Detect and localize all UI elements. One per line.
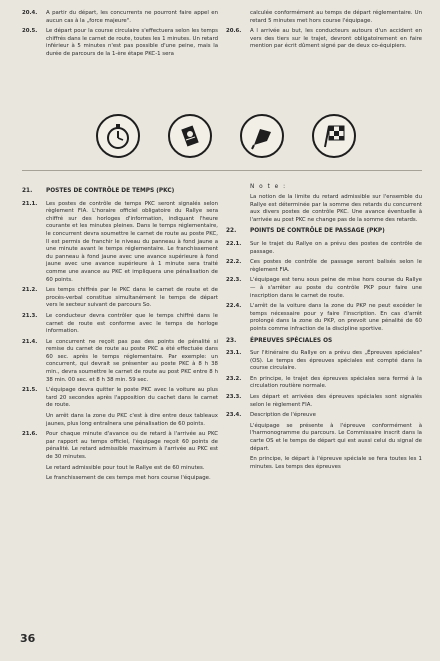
paragraph-number: 23.3. — [226, 394, 242, 401]
paragraph-number: 21.4. — [22, 338, 38, 345]
paragraph-number: 21.3. — [22, 312, 38, 319]
numbered-paragraph — [22, 387, 218, 410]
paragraph-number: 21.5. — [22, 387, 38, 394]
stopwatch-icon — [96, 114, 140, 158]
paragraph-text: Un arrêt dans la zone du PKC c'est à dire entre deux tableaux jaunes, plus long entraînera une pénalisation de 60 points. — [46, 413, 218, 427]
paragraph-text: L'arrêt de la voiture dans la zone du PKP ne peut excéder le temps nécessaire pour y faire l'inscription. En cas d'arrêt prolongé dans la zone du PKP, on prevoit une pénalité de 60 points comme infraction de la discipline sportive. — [250, 303, 422, 332]
paragraph-number: 21.6. — [22, 431, 38, 438]
section-number: 23. — [226, 337, 237, 344]
numbered-paragraph — [226, 241, 422, 256]
paragraph-number: 22.3. — [226, 277, 242, 284]
paragraph-text: En principe, le départ à l'épreuve spéciale se fera toutes les 1 minutes. Les temps des épreuves — [250, 456, 422, 470]
numbered-paragraph — [226, 28, 422, 51]
section-title: POINTS DE CONTRÔLE DE PASSAGE (PKP) — [250, 228, 385, 235]
right-column — [226, 184, 422, 474]
paragraph-text: Le concurrent ne reçoit pas pas des points de pénalité si remise du carnet de route au poste PKC a été effectuée dans 60 sec. après le temps réglementaire. Par exemple: un concurrent, qui devrait se présenter au poste PKC à 8 h 38 min., devra soumettre le carnet de route au post PKC entre 8 h 38 min. 00 sec. et 8 h 38 min. 59 sec. — [46, 338, 218, 383]
paragraph-text: Sur l'itinéraire du Rallye on a prévu des „Épreuves spéciales" (OS). Le temps des épreuves spéciales est compté dans la course circulaire. — [250, 350, 422, 372]
section-number: 21. — [22, 188, 33, 194]
paragraph-text: En principe, le trajet des épreuves spéciales sera fermé à la circulation routière normale. — [250, 375, 422, 390]
flag-hand-icon — [240, 114, 284, 158]
numbered-paragraph — [22, 287, 218, 310]
section-heading — [22, 188, 218, 196]
numbered-paragraph — [226, 350, 422, 373]
paragraph-number: 21.2. — [22, 287, 38, 294]
numbered-paragraph — [22, 431, 218, 461]
section-number: 22. — [226, 228, 237, 235]
section-heading — [226, 338, 422, 346]
paragraph-number: 22.1. — [226, 240, 242, 247]
paragraph-text: Les départ et arrivées des épreuves spéciales sont signalés selon le règlement FIA. — [250, 394, 422, 408]
paragraph-number: 20.6. — [226, 28, 242, 35]
paragraph-number: 20.4. — [22, 10, 38, 16]
numbered-paragraph — [226, 376, 422, 391]
paragraph-number: 20.5. — [22, 28, 38, 35]
paragraph-text: Les temps chiffrés par le PKC dans le carnet de route et de procès-verbal constitue simultanément le temps de départ vers le secteur suivant de parcours So. — [46, 287, 218, 309]
numbered-paragraph — [226, 303, 422, 333]
numbered-paragraph — [226, 259, 422, 274]
paragraph-text: Ces postes de contrôle de passage seront balisés selon le règlement FIA. — [250, 259, 422, 273]
numbered-paragraph — [22, 201, 218, 285]
top-left-column — [22, 10, 218, 62]
paragraph-number: 23.1. — [226, 350, 242, 357]
note-title: N o t e : — [250, 184, 287, 190]
numbered-paragraph — [22, 28, 218, 58]
numbered-paragraph — [22, 10, 218, 25]
paragraph-number: 22.4. — [226, 303, 242, 310]
section-title: POSTES DE CONTRÔLE DE TEMPS (PKC) — [46, 188, 175, 194]
paragraph-text: Le départ pour la course circulaire s'effectuera selon les temps chiffrés dans le carnet de route, toutes les 1 minutes. Un retard inférieur à 5 minutes n'est pas possible d'une peine, mais la durée de parcours de la 1-ère étape PKC-1 sera — [46, 28, 218, 57]
section-heading — [226, 228, 422, 236]
numbered-paragraph — [226, 277, 422, 300]
paragraph-text: La notion de la limite du retard admissible sur l'ensemble du Rallye est déterminée par la somme des retards du concurrent aux divers postes de contrôle PKC. Une avance éventuelle à l'arrivée au post PKC ne change pas de la somme des retards. — [250, 194, 422, 223]
paragraph-text: Sur le trajet du Rallye on a prévu des postes de contrôle de passage. — [250, 240, 422, 255]
numbered-paragraph — [226, 412, 422, 420]
page-number: 36 — [20, 632, 36, 645]
time-card-icon — [168, 114, 212, 158]
numbered-paragraph — [22, 339, 218, 385]
paragraph-number: 21.1. — [22, 200, 38, 207]
section-title: ÉPREUVES SPÉCIALES OS — [250, 337, 333, 344]
left-column — [22, 184, 218, 486]
paragraph-number: 23.4. — [226, 412, 242, 419]
paragraph-text: A partir du départ, les concurrents ne pourront faire appel en aucun cas à la „force majeure". — [46, 10, 218, 24]
numbered-paragraph — [226, 10, 422, 25]
paragraph-text: calculée conformément au temps de départ réglementaire. Un retard 5 minutes met hors course l'équipage. — [250, 10, 422, 24]
paragraph-number — [226, 10, 250, 25]
paragraph-text: Le conducteur devra contrôler que le temps chiffré dans le carnet de route est conforme avec le temps de horloge information. — [46, 312, 218, 335]
checkered-flag-icon — [312, 114, 356, 158]
section-divider — [22, 170, 422, 171]
paragraph-text: L'équipage est tenu sous peine de mise hors course du Rallye — à s'arrêter au poste du contrôle PKP pour faire une inscription dans le carnet de route. — [250, 277, 422, 299]
paragraph-number: 23.2. — [226, 375, 242, 382]
numbered-paragraph — [226, 394, 422, 409]
paragraph-number: 22.2. — [226, 259, 242, 266]
paragraph-text: Le retard admissible pour tout le Rallye est de 60 minutes. — [46, 464, 205, 471]
paragraph-text: Les postes de contrôle de temps PKC seront signalés selon règlement FIA. L'horaire officiel obligatoire du Rallye sera chiffré sur des horloges d'information, indiquant l'heure courante et les minutes pleines. Dans le temps réglementaire, le concurrent devra soumettre le carnet de route au poste PKC, Il est permis de franchir le niveau du panneau à fond jaune a une minute avant le temps réglementaire. Le franchissement du panneau à fond jaune avec une avance supérieure à fond jaune avec une avance supérieure à 1 minute sera traité comme une avance au PKC et impliquera une pénalisation de 60 points. — [46, 200, 218, 283]
top-right-column — [226, 10, 422, 54]
pictogram-row — [96, 114, 356, 158]
paragraph-text: Description de l'épreuve — [250, 412, 316, 419]
paragraph-text: L'équipage se présente à l'épreuve conformément à l'harmonogramme du parcours. Le Commissaire inscrit dans la carte OS et le temps de départ qui est aussi celui du signal de départ. — [250, 422, 422, 452]
paragraph-text: L'équipage devra quitter le poste PKC avec la voiture au plus tard 20 secondes après l'apposition du cachet dans le carnet de route. — [46, 387, 218, 409]
paragraph-text: A l arrivée au but, les conducteurs autours d'un accident en vers des tiers sur le trajet, devront obligatoirement en faire mention par écrit dûment signé par de deux co-équipiers. — [250, 28, 422, 50]
numbered-paragraph — [22, 313, 218, 336]
paragraph-text: Pour chaque minute d'avance ou de retard à l'arrivée au PKC par rapport au temps officiel, l'équipage reçoit 60 points de pénalité. Le retard admissible maximum à l'arrivée au PKC est de 30 minutes. — [46, 431, 218, 460]
paragraph-text: Le franchissement de ces temps met hors course l'équipage. — [46, 475, 211, 482]
